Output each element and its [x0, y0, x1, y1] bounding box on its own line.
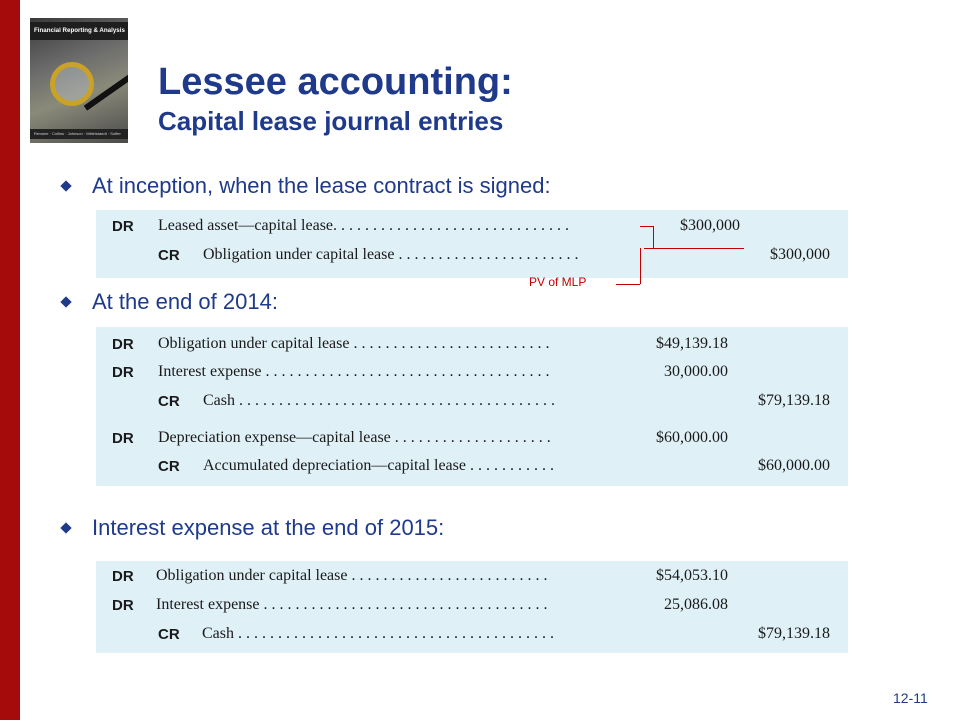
pv-of-mlp-label: PV of MLP	[529, 275, 587, 289]
entry-code: CR	[158, 458, 180, 475]
entry-credit: $79,139.18	[758, 392, 830, 409]
entry-account: Obligation under capital lease . . . . . . . . . . . . . . . . . . . . . . . . .	[156, 567, 548, 584]
entry-code: DR	[112, 597, 134, 614]
entry-code: DR	[112, 568, 134, 585]
journal-row	[96, 361, 848, 385]
entry-code: DR	[112, 430, 134, 447]
journal-row	[96, 455, 848, 479]
bullet-text: At inception, when the lease contract is signed:	[92, 173, 551, 198]
diamond-bullet-icon	[60, 522, 71, 533]
entry-code: DR	[112, 218, 134, 235]
slide-title: Lessee accounting:	[158, 61, 513, 103]
journal-row	[96, 390, 848, 414]
journal-entry-inception	[96, 210, 848, 278]
journal-row	[96, 623, 848, 647]
entry-account: Cash . . . . . . . . . . . . . . . . . . . . . . . . . . . . . . . . . . . . . . . .	[202, 625, 554, 642]
entry-credit: $79,139.18	[758, 625, 830, 642]
left-accent-bar	[0, 0, 20, 720]
entry-account: Depreciation expense—capital lease . . . . . . . . . . . . . . . . . . . .	[158, 429, 551, 446]
bracket-middle-line	[644, 248, 744, 249]
bullet-interest-2015	[62, 515, 444, 541]
entry-debit: $49,139.18	[656, 335, 728, 352]
diamond-bullet-icon	[60, 180, 71, 191]
entry-account: Obligation under capital lease . . . . . . . . . . . . . . . . . . . . . . . . .	[158, 335, 550, 352]
bullet-text: At the end of 2014:	[92, 289, 278, 314]
slide-subtitle: Capital lease journal entries	[158, 106, 504, 136]
entry-credit: $60,000.00	[758, 457, 830, 474]
journal-entry-interest-2015	[96, 561, 848, 653]
entry-debit: 30,000.00	[664, 363, 728, 380]
textbook-cover-image	[30, 18, 128, 143]
entry-debit: $300,000	[680, 217, 740, 234]
entry-account: Obligation under capital lease . . . . . . . . . . . . . . . . . . . . . . .	[203, 246, 579, 263]
entry-code: CR	[158, 393, 180, 410]
bracket-label-pointer	[616, 284, 640, 285]
entry-account: Leased asset—capital lease. . . . . . . . . . . . . . . . . . . . . . . . . . . . . .	[158, 217, 570, 234]
magnifying-glass-icon	[50, 62, 94, 106]
entry-debit: $60,000.00	[656, 429, 728, 446]
bullet-inception	[62, 173, 551, 199]
entry-account: Interest expense . . . . . . . . . . . . . . . . . . . . . . . . . . . . . . . . . . . .	[158, 363, 550, 380]
entry-code: DR	[112, 364, 134, 381]
page-number: 12-11	[893, 690, 928, 706]
journal-row	[96, 215, 848, 239]
entry-debit: $54,053.10	[656, 567, 728, 584]
bullet-text: Interest expense at the end of 2015:	[92, 515, 445, 540]
diamond-bullet-icon	[60, 296, 71, 307]
entry-credit: $300,000	[770, 246, 830, 263]
entry-account: Cash . . . . . . . . . . . . . . . . . . . . . . . . . . . . . . . . . . . . . . . .	[203, 392, 555, 409]
journal-entry-end-2014	[96, 327, 848, 486]
bracket-vertical-upper	[653, 226, 654, 248]
bullet-end-2014	[62, 289, 278, 315]
bracket-top-line	[640, 226, 654, 227]
entry-code: CR	[158, 626, 180, 643]
entry-debit: 25,086.08	[664, 596, 728, 613]
entry-account: Accumulated depreciation—capital lease . . . . . . . . . . .	[203, 457, 554, 474]
journal-row	[96, 594, 848, 618]
book-cover-title: Financial Reporting & Analysis	[30, 22, 128, 40]
journal-row	[96, 333, 848, 357]
entry-code: CR	[158, 247, 180, 264]
entry-code: DR	[112, 336, 134, 353]
bracket-vertical-lower	[640, 248, 641, 284]
journal-row	[96, 565, 848, 589]
journal-row	[96, 427, 848, 451]
book-cover-authors: Revsine · Collins · Johnson · Mittelstaedt · Soffer	[30, 129, 128, 139]
entry-account: Interest expense . . . . . . . . . . . . . . . . . . . . . . . . . . . . . . . . . . . .	[156, 596, 548, 613]
